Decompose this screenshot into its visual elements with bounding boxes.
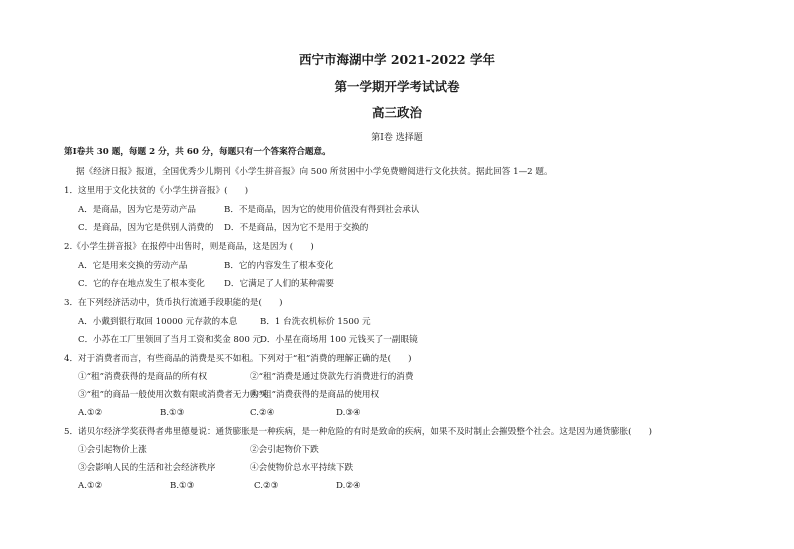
question-1-stem: 1．这里用于文化扶贫的《小学生拼音报》( ) [64,186,249,196]
question-2-stem: 2.《小学生拼音报》在报停中出售时，则是商品，这是因为 ( ) [64,242,314,252]
question-2-option-b: B．它的内容发生了根本变化 [224,261,334,271]
question-5-choice-c: C.②③ [254,481,279,491]
question-4-statement-4: ④“租”消费获得的是商品的使用权 [250,390,380,400]
header-subject: 高三政治 [371,105,422,120]
question-4-stem: 4．对于消费者而言，有些商品的消费是买不如租。下列对于“租”消费的理解正确的是( ) [64,354,412,364]
header-exam-name: 第一学期开学考试试卷 [334,79,460,94]
question-5-choice-d: D.②④ [336,481,361,491]
reading-passage: 据《经济日报》报道，全国优秀少儿期刊《小学生拼音报》向 500 所贫困中小学免费赠阅进行文化扶贫。据此回答 1—2 题。 [76,167,553,177]
question-5-choice-b: B.①③ [170,481,195,491]
question-2-option-a: A．它是用来交换的劳动产品 [78,261,188,271]
question-3-option-b: B．1 台洗衣机标价 1500 元 [260,317,371,327]
instructions: 第Ⅰ卷共 30 题，每题 2 分，共 60 分，每题只有一个答案符合题意。 [64,147,331,157]
question-4-choice-d: D.③④ [336,408,361,418]
question-4-choice-c: C.②④ [250,408,275,418]
question-5-choice-a: A.①② [78,481,103,491]
question-5-statement-1: ①会引起物价上涨 [78,445,147,455]
question-2-option-d: D．它满足了人们的某种需要 [224,279,335,289]
question-5-stem: 5．诺贝尔经济学奖获得者弗里德曼说：通货膨胀是一种疾病，是一种危险的有时是致命的疾病，如果不及时制止会摧毁整个社会。这是因为通货膨胀( ) [64,427,652,437]
header-school-year: 西宁市海湖中学 2021-2022 学年 [299,52,495,67]
question-4-choice-a: A.①② [78,408,103,418]
question-1-option-d: D．不是商品，因为它不是用于交换的 [224,223,369,233]
question-3-stem: 3．在下列经济活动中，货币执行流通手段职能的是( ) [64,298,283,308]
question-3-option-c: C．小苏在工厂里领回了当月工资和奖金 800 元 [78,335,262,345]
question-5-statement-3: ③会影响人民的生活和社会经济秩序 [78,463,216,473]
question-1-option-b: B．不是商品，因为它的使用价值没有得到社会承认 [224,205,420,215]
question-3-option-d: D．小星在商场用 100 元钱买了一副眼镜 [260,335,418,345]
question-3-option-a: A．小戴到银行取回 10000 元存款的本息 [78,317,238,327]
question-4-statement-3: ③“租”的商品一般使用次数有限或消费者无力购买 [78,390,268,400]
question-4-choice-b: B.①③ [160,408,185,418]
question-1-option-a: A．是商品，因为它是劳动产品 [78,205,196,215]
question-1-option-c: C．是商品，因为它是供别人消费的 [78,223,214,233]
question-2-option-c: C．它的存在地点发生了根本变化 [78,279,205,289]
question-5-statement-4: ④会使物价总水平持续下跌 [250,463,354,473]
section-title: 第Ⅰ卷 选择题 [371,133,423,143]
question-4-statement-2: ②“租”消费是通过贷款先行消费进行的消费 [250,372,414,382]
question-5-statement-2: ②会引起物价下跌 [250,445,319,455]
question-4-statement-1: ①“租”消费获得的是商品的所有权 [78,372,208,382]
